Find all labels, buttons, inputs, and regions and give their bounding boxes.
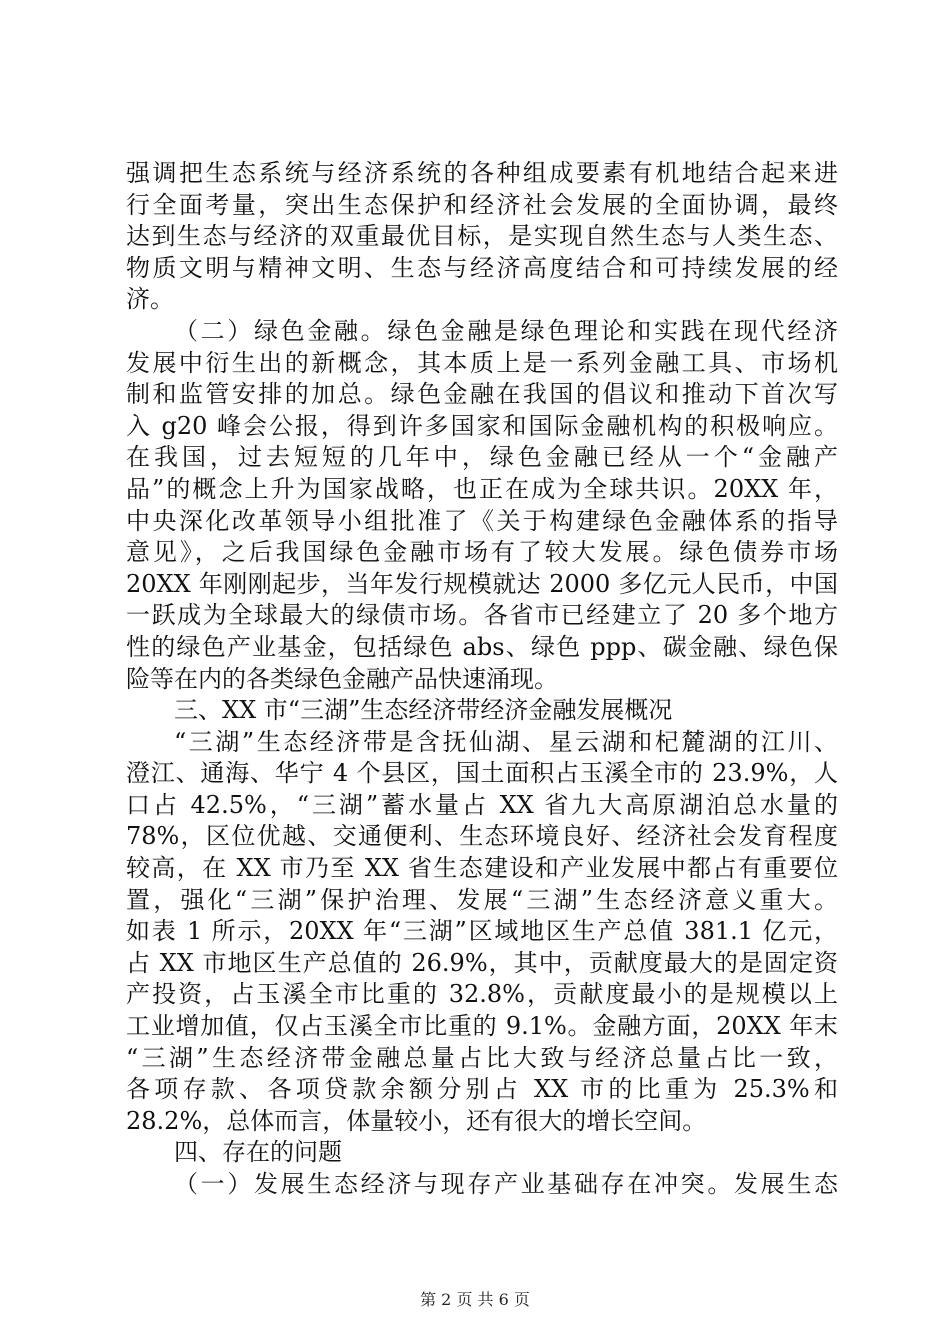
text-line: 三、XX 市“三湖”生态经济带经济金融发展概况 (174, 696, 673, 725)
text-line: （二）绿色金融。绿色金融是绿色理论和实践在现代经济 (174, 316, 838, 345)
text-line: 强调把生态系统与经济系统的各种组成要素有机地结合起来进 (126, 159, 838, 187)
text-line: 置，强化“三湖”保护治理、发展“三湖”生态经济意义重大。 (126, 885, 838, 914)
text-line: 发展中衍生出的新概念，其本质上是一系列金融工具、市场机 (126, 348, 838, 377)
text-line: 澄江、通海、华宁 4 个县区，国土面积占玉溪全市的 23.9%，人 (126, 759, 838, 788)
text-line: 一跃成为全球最大的绿债市场。各省市已经建立了 20 多个地方 (126, 601, 838, 630)
text-line: 78%，区位优越、交通便利、生态环境良好、经济社会发育程度 (126, 822, 838, 851)
text-line: 工业增加值，仅占玉溪全市比重的 9.1%。金融方面，20XX 年末 (126, 1012, 838, 1041)
text-line: 行全面考量，突出生态保护和经济社会发展的全面协调，最终 (126, 190, 838, 219)
text-line: 制和监管安排的加总。绿色金融在我国的倡议和推动下首次写 (126, 380, 838, 409)
text-line: （一）发展生态经济与现存产业基础存在冲突。发展生态 (174, 1170, 838, 1198)
text-line: 占 XX 市地区生产总值的 26.9%，其中，贡献度最大的是固定资 (126, 948, 838, 977)
text-line: 产投资，占玉溪全市比重的 32.8%，贡献度最小的是规模以上 (126, 980, 838, 1009)
text-line: 较高，在 XX 市乃至 XX 省生态建设和产业发展中都占有重要位 (126, 854, 838, 883)
text-line: 如表 1 所示，20XX 年“三湖”区域地区生产总值 381.1 亿元， (126, 917, 838, 946)
text-line: “三湖”生态经济带金融总量占比大致与经济总量占比一致， (126, 1043, 838, 1072)
text-line: 性的绿色产业基金，包括绿色 abs、绿色 ppp、碳金融、绿色保 (126, 632, 838, 661)
text-line: 意见》，之后我国绿色金融市场有了较大发展。绿色债券市场 (126, 538, 838, 567)
text-line: 28.2%，总体而言，体量较小，还有很大的增长空间。 (126, 1106, 707, 1135)
text-line: 四、存在的问题 (174, 1138, 342, 1167)
text-line: 在我国，过去短短的几年中，绿色金融已经从一个“金融产 (126, 443, 838, 472)
text-line: 物质文明与精神文明、生态与经济高度结合和可持续发展的经 (126, 253, 838, 282)
text-line: 险等在内的各类绿色金融产品快速涌现。 (126, 664, 558, 693)
text-line: 口占 42.5%，“三湖”蓄水量占 XX 省九大高原湖泊总水量的 (126, 790, 838, 819)
text-line: 济。 (126, 285, 174, 314)
text-line: 中央深化改革领导小组批准了《关于构建绿色金融体系的指导 (126, 506, 838, 535)
text-line: 20XX 年刚刚起步，当年发行规模就达 2000 多亿元人民币，中国 (126, 569, 838, 598)
text-line: 品”的概念上升为国家战略，也正在成为全球共识。20XX 年， (126, 474, 838, 503)
text-line: 达到生态与经济的双重最优目标，是实现自然生态与人类生态、 (126, 222, 838, 251)
page-footer: 第 2 页 共 6 页 (420, 1290, 530, 1309)
text-line: 入 g20 峰会公报，得到许多国家和国际金融机构的积极响应。 (126, 411, 838, 440)
body-text (126, 158, 838, 1201)
text-line: “三湖”生态经济带是含抚仙湖、星云湖和杞麓湖的江川、 (174, 727, 838, 756)
text-line: 各项存款、各项贷款余额分别占 XX 市的比重为 25.3%和 (126, 1075, 838, 1104)
